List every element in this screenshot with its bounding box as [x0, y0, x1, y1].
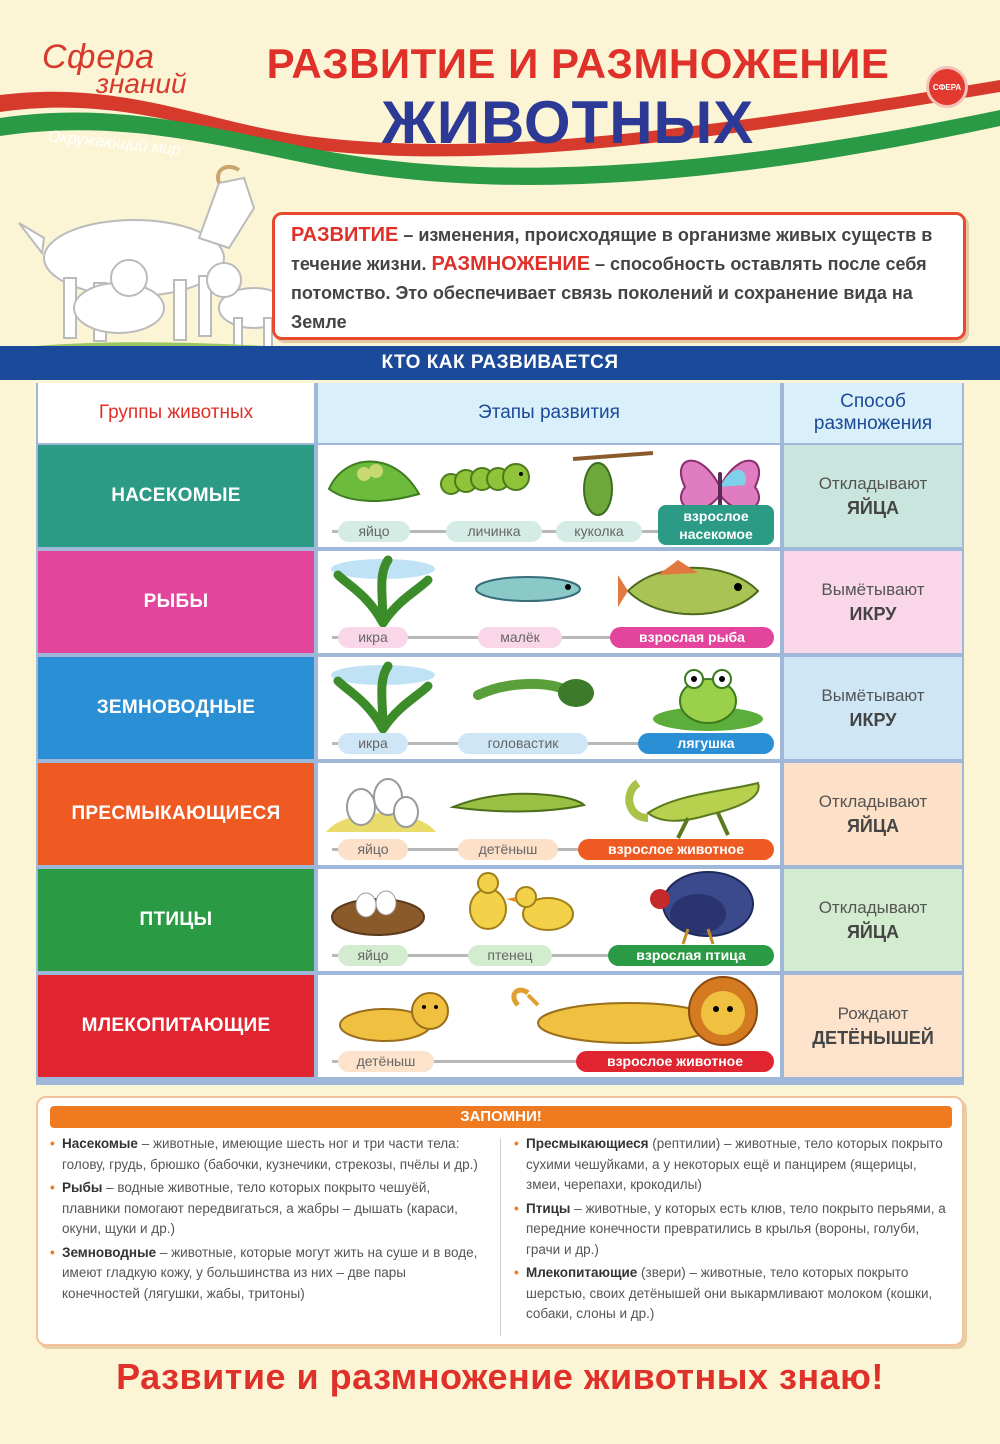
table-row-fish: [36, 551, 964, 655]
method-cell: [784, 763, 962, 865]
group-cell: РЫБЫ: [38, 551, 314, 653]
tadpole-icon: [468, 671, 598, 715]
remember-column-left: [50, 1134, 486, 1307]
method-object: ИКРУ: [849, 710, 897, 730]
method-object: ЯЙЦА: [846, 922, 900, 942]
stage-label: детёныш: [338, 1051, 434, 1072]
stage-label: куколка: [556, 521, 642, 542]
remember-text: – животные, которые могут жить на суше и в воде, имеют гладкую кожу, у большинства из них – две пары конечностей (лягушки, жабы, тритоны): [62, 1244, 478, 1301]
remember-box: [36, 1096, 964, 1346]
development-table: [36, 383, 964, 1085]
definition-box: [272, 212, 966, 340]
caterpillar-icon: [436, 449, 536, 509]
adult-fish-icon: [618, 555, 768, 627]
frog-icon: [648, 661, 768, 733]
remember-text: (рептилии) – животные, тело которых покрыто сухими чешуйками, а у некоторых ещё и панцирем (ящерицы, змеи, черепахи, крокодилы): [526, 1136, 943, 1192]
lion-cub-icon: [330, 983, 460, 1045]
remember-term: Земноводные: [62, 1244, 157, 1260]
remember-text: – животные, у которых есть клюв, тело покрыто перьями, а передние конечности превратились в крылья (вороны, голуби, грачи и др.): [526, 1200, 946, 1257]
remember-term: Птицы: [526, 1200, 571, 1216]
method-verb: Откладывают: [818, 898, 928, 917]
definition-term-reproduction: РАЗМНОЖЕНИЕ: [431, 253, 591, 275]
table-row-amphibians: [36, 657, 964, 761]
method-verb: Откладывают: [818, 792, 928, 811]
stages-cell: [318, 975, 780, 1077]
subject-label: Окружающий мир: [47, 128, 182, 159]
stage-label: икра: [338, 733, 408, 754]
remember-term: Насекомые: [62, 1136, 138, 1151]
remember-term: Пресмыкающиеся: [526, 1136, 649, 1151]
section-banner-text: КТО КАК РАЗВИВАЕТСЯ: [381, 352, 619, 373]
ducklings-icon: [458, 869, 588, 945]
remember-column-right: [514, 1134, 950, 1328]
goats-illustration-icon: [14, 158, 304, 358]
method-cell: [784, 975, 962, 1077]
stage-label: взрослое животное: [578, 839, 774, 860]
stage-label: детёныш: [458, 839, 558, 860]
stages-cell: [318, 551, 780, 653]
nest-eggs-icon: [328, 875, 428, 939]
method-cell: [784, 551, 962, 653]
remember-title: ЗАПОМНИ!: [50, 1106, 952, 1128]
title-line1: РАЗВИТИЕ И РАЗМНОЖЕНИЕ: [266, 40, 890, 87]
baby-lizard-icon: [448, 777, 588, 827]
stage-label: яйцо: [338, 945, 408, 966]
title-line2: ЖИВОТНЫХ: [381, 89, 755, 156]
remember-term: Млекопитающие: [526, 1265, 638, 1280]
section-banner: [0, 346, 1000, 380]
group-cell: МЛЕКОПИТАЮЩИЕ: [38, 975, 314, 1077]
table-row-mammals: [36, 975, 964, 1079]
stage-label: яйцо: [338, 839, 408, 860]
remember-text: – животные, имеющие шесть ног и три части тела: голову, грудь, брюшко (бабочки, кузнечики, стрекозы, пчёлы и др.): [62, 1136, 478, 1172]
group-cell: ПТИЦЫ: [38, 869, 314, 971]
stage-label: головастик: [458, 733, 588, 754]
method-verb: Рождают: [837, 1004, 909, 1023]
remember-text: (звери) – животные, тело которых покрыто шерстью, своих детёнышей они выкармливают молоком (кошки, собаки, слоны и др.): [526, 1265, 933, 1321]
brand-logo: [42, 40, 242, 98]
publisher-badge-icon: СФЕРА: [926, 66, 968, 108]
method-object: ИКРУ: [849, 604, 897, 624]
footer-slogan: Развитие и размножение животных знаю!: [116, 1356, 884, 1397]
definition-text-development: – изменения, происходящие в организме живых существ в течение жизни.: [291, 225, 933, 274]
water-plant-eggs-icon: [328, 661, 438, 733]
remember-item: • Птицы – животные, у которых есть клюв, тело покрыто перьями, а передние конечности превратились в крылья (вороны, голуби, грачи и др.): [514, 1200, 946, 1257]
header-groups: Группы животных: [38, 383, 314, 443]
stage-label: икра: [338, 627, 408, 648]
water-plant-eggs-icon: [328, 555, 438, 627]
remember-item: • Рыбы – водные животные, тело которых покрыто чешуёй, плавники помогают передвигаться, а жабры – дышать (караси, окуни, щуки и др.): [50, 1180, 458, 1236]
method-verb: Откладывают: [818, 474, 928, 493]
header-stages: Этапы развития: [318, 383, 780, 443]
table-row-birds: [36, 869, 964, 973]
remember-item: • Земноводные – животные, которые могут жить на суше и в воде, имеют гладкую кожу, у большинства из них – две пары конечностей (лягушки, жабы, тритоны): [50, 1244, 478, 1301]
remember-text: – водные животные, тело которых покрыто чешуёй, плавники помогают передвигаться, а жабры – дышать (караси, окуни, щуки и др.): [62, 1180, 458, 1236]
stages-cell: [318, 657, 780, 759]
remember-item: • Пресмыкающиеся (рептилии) – животные, тело которых покрыто сухими чешуйками, а у некоторых ещё и панцирем (ящерицы, змеи, черепахи, крокодилы): [514, 1136, 943, 1192]
turkey-icon: [638, 869, 758, 945]
stage-label: личинка: [446, 521, 542, 542]
group-cell: ПРЕСМЫКАЮЩИЕСЯ: [38, 763, 314, 865]
method-verb: Вымётывают: [821, 686, 925, 705]
method-cell: [784, 869, 962, 971]
brand-line1: Сфера: [42, 38, 155, 76]
group-cell: НАСЕКОМЫЕ: [38, 445, 314, 547]
method-cell: [784, 445, 962, 547]
chrysalis-icon: [568, 449, 658, 519]
table-row-insects: [36, 445, 964, 549]
fish-fry-icon: [468, 569, 588, 609]
stage-label: взрослое животное: [576, 1051, 774, 1072]
stage-label: лягушка: [638, 733, 774, 754]
method-object: ДЕТЁНЫШЕЙ: [812, 1028, 934, 1048]
definition-term-development: РАЗВИТИЕ: [291, 224, 399, 246]
group-cell: ЗЕМНОВОДНЫЕ: [38, 657, 314, 759]
brand-line2: знаний: [96, 68, 187, 99]
definition-text-reproduction: – способность оставлять после себя потомство. Это обеспечивает связь поколений и сохранение вида на Земле: [291, 254, 927, 332]
remember-item: • Млекопитающие (звери) – животные, тело которых покрыто шерстью, своих детёнышей они выкармливают молоком (кошки, собаки, слоны и др.): [514, 1265, 933, 1321]
leaf-egg-icon: [324, 449, 424, 509]
stage-label: птенец: [468, 945, 552, 966]
remember-item: • Насекомые – животные, имеющие шесть ног и три части тела: голову, грудь, брюшко (бабочки, кузнечики, стрекозы, пчёлы и др.): [50, 1136, 478, 1172]
method-cell: [784, 657, 962, 759]
method-verb: Вымётывают: [821, 580, 925, 599]
method-object: ЯЙЦА: [846, 816, 900, 836]
table-row-reptiles: [36, 763, 964, 867]
stage-label: яйцо: [338, 521, 410, 542]
eggs-in-sand-icon: [326, 767, 436, 837]
lion-icon: [508, 975, 768, 1051]
stage-label: взрослая рыба: [610, 627, 774, 648]
stages-cell: [318, 445, 780, 547]
remember-term: Рыбы: [62, 1180, 103, 1195]
stages-cell: [318, 763, 780, 865]
stage-label: малёк: [478, 627, 562, 648]
remember-divider: [500, 1138, 501, 1336]
stages-cell: [318, 869, 780, 971]
stage-label: взрослое насекомое: [658, 505, 774, 545]
method-object: ЯЙЦА: [846, 498, 900, 518]
lizard-icon: [618, 763, 768, 841]
header-method: Способ размножения: [784, 383, 962, 443]
stage-label: взрослая птица: [608, 945, 774, 966]
